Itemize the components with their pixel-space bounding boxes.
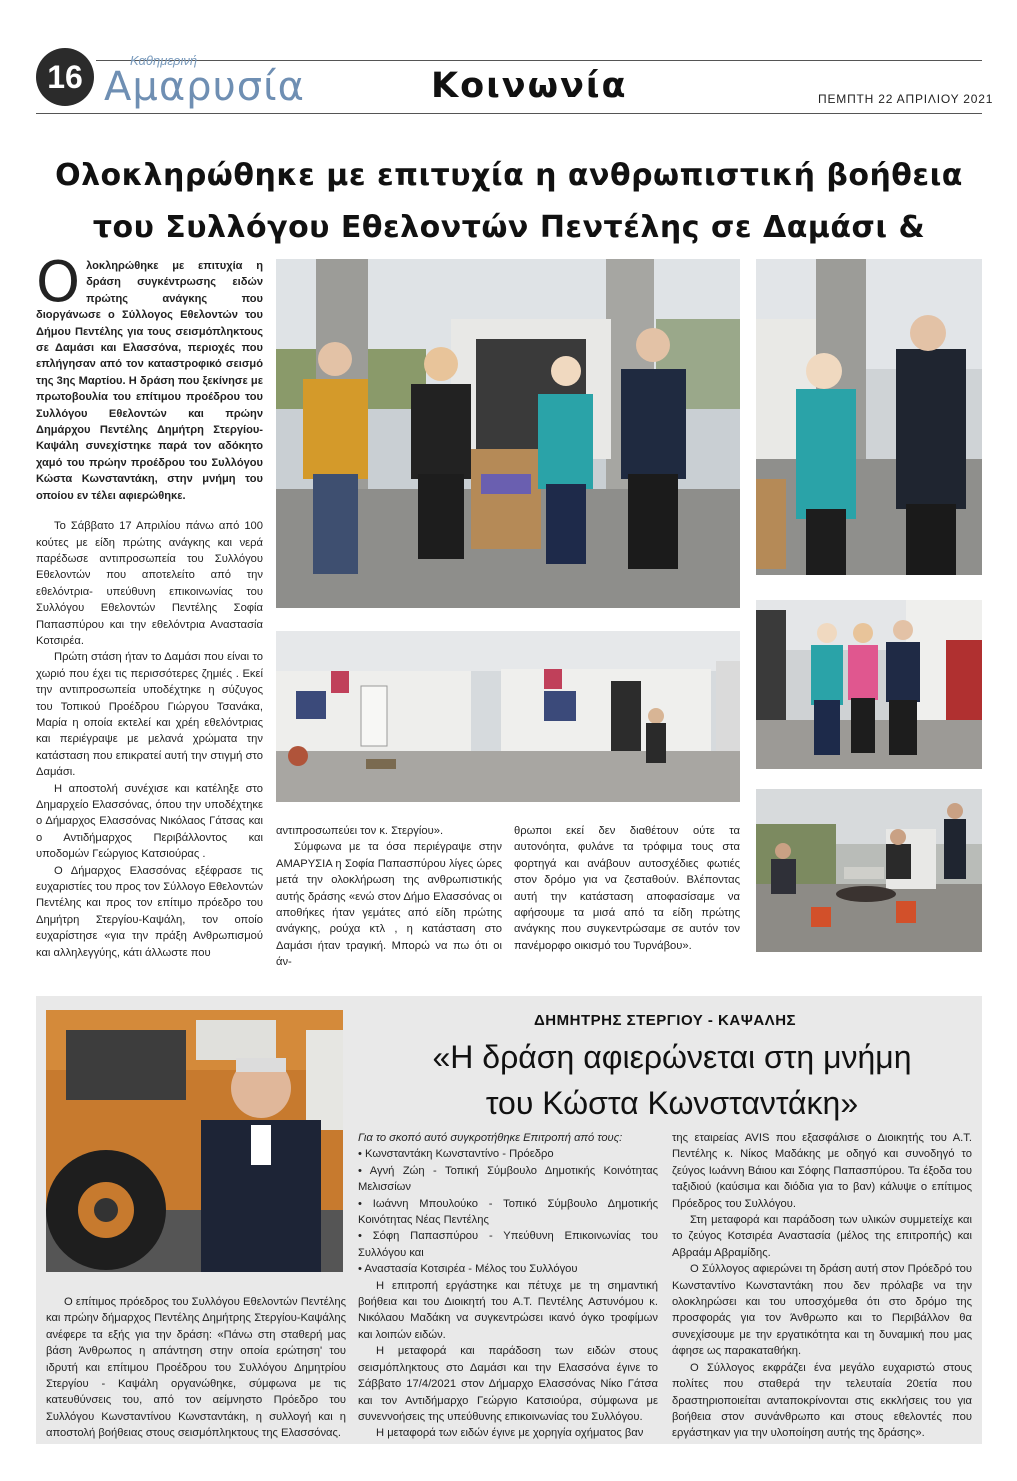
- list-item: • Αγνή Ζώη - Τοπική Σύμβουλο Δημοτικής Κοινότητας Μελισσίων: [358, 1164, 658, 1194]
- paragraph: Σύμφωνα με τα όσα περιέγραψε στην ΑΜΑΡΥΣΙΑ η Σοφία Παπασπύρου λίγες ώρες μετά την ολοκλήρωση της ανθρωπιστικής αυτής δράσης «ενώ στον Δήμο Ελασσόνας οι αποθήκες ήταν γεμάτες από είδη πρώτης ανάγκης, ρούχα κτλ , η κατάσταση στο Δαμάσι ήταν τραγική. Μπορώ να πω ότι οι άν-: [276, 841, 502, 969]
- lead-text: λοκληρώθηκε με επιτυχία η δράση συγκέντρωσης ειδών πρώτης ανάγκης που διοργάνωσε ο Σύλλογος Εθελοντών του Δήμου Πεντέλης για τους σεισμόπληκτους σε Δαμάσι και Ελασσόνα, περιοχές που επλήγησαν από τον καταστροφικό σεισμό της 3ης Μαρτίου. Η δράση που ξεκίνησε με πρωτοβουλία του επίτιμου προέδρου του Συλλόγου Εθελοντών και πρώην Δημάρχου Πεντέλης Δημήτρη Στεργίου-Καψάλη συνεχίστηκε παρά τον αδόκητο χαμό του πρώην προέδρου του Συλλόγου Κώστα Κωνσταντάκη, στην μνήμη του οποίου εν τέλει αφιερώθηκε.: [36, 260, 263, 502]
- paragraph: της εταιρείας AVIS που εξασφάλισε ο Διοικητής του Α.Τ. Πεντέλης κ. Νίκος Μαδάκης με οδηγό και συνοδηγό το ζεύγος Ιωάννη Βάιου και Σόφης Παπασπύρου. Τα έξοδα του ταξιδιού (καύσιμα και διόδια για το βαν) κάλυψε ο επίτιμος Πρόεδρος του Συλλόγου.: [672, 1132, 972, 1210]
- list-item: • Κωνσταντάκη Κωνσταντίνο - Πρόεδρο: [358, 1148, 554, 1161]
- quote-line-1: «Η δράση αφιερώνεται στη μνήμη: [432, 1039, 912, 1075]
- page-number: 16: [36, 48, 94, 106]
- header-rule-bottom: [36, 113, 982, 114]
- column-1-body: [36, 518, 263, 961]
- caption-text: Ο επίτιμος πρόεδρος του Συλλόγου Εθελοντών Πεντέλης και πρώην δήμαρχος Πεντέλης Δημήτρης Στεργίου-Καψάλης ανέφερε τα εξής για την δράση: «Πάνω στη σταθερή μας βάση Άνθρωπος η απάντηση στην οποία ερώτηση' του ιδρυτή και επίτιμου Προέδρου του Συλλόγου Δημητρίου Στεργίου - Καψάλη οργανώθηκε, σύμφωνα με τις κατευθύνσεις του, από τον αείμνηστο Πρόεδρο του Συλλόγου Κωνσταντίνου Κωνσταντάκη, η συλλογή και η αποστολή βοήθειας στους σεισμόπληκτους της Ελασσόνας.: [46, 1296, 346, 1440]
- quote-line-2: του Κώστα Κωνσταντάκη»: [485, 1085, 859, 1121]
- brand-logo: Αμαρυσία: [104, 64, 305, 110]
- photo-temporary-housing: [276, 631, 740, 802]
- committee-intro: Για το σκοπό αυτό συγκροτήθηκε Επιτροπή από τους:: [358, 1132, 623, 1144]
- issue-date: ΠΕΜΠΤΗ 22 ΑΠΡΙΛΙΟΥ 2021: [818, 92, 994, 106]
- committee-list: [358, 1146, 658, 1277]
- paragraph: Η επιτροπή εργάστηκε και πέτυχε με τη σημαντική βοήθεια και του Διοικητή του Α.Τ. Πεντέλης Αστυνόμου κ. Νικόλαου Μαδάκη να συγκεντρώσει ικανό όγκο τροφίμων και λοιπών ειδών.: [358, 1279, 658, 1341]
- photo-volunteers-group: [756, 600, 982, 769]
- interview-column-middle: [358, 1130, 658, 1442]
- section-title: Κοινωνία: [431, 66, 628, 106]
- headline-line-2: του Συλλόγου Εθελοντών Πεντέλης σε Δαμάσι &: [92, 210, 926, 245]
- interviewee-name: ΔΗΜΗΤΡΗΣ ΣΤΕΡΓΙΟΥ - ΚΑΨΑΛΗΣ: [534, 1012, 797, 1029]
- photo-volunteers-conversation: [756, 259, 982, 575]
- paragraph: Το Σάββατο 17 Απριλίου πάνω από 100 κούτες με είδη πρώτης ανάγκης και νερά παρέδωσε αντιπροσωπεία του Συλλόγου Εθελοντών που αποτελείτο από την εθελόντρια- υπεύθυνη επικοινωνίας του Συλλόγου Εθελοντών Πεντέλης Σοφία Παπασπύρου και την εθελόντρια Αναστασία Κοτσιρέα.: [36, 520, 263, 647]
- list-item: • Ιωάννη Μπουλούκο - Τοπικό Σύμβουλο Δημοτικής Κοινότητας Νέας Πεντέλης: [358, 1197, 658, 1227]
- paragraph: Η μεταφορά και παράδοση των ειδών στους σεισμόπληκτους στο Δαμάσι και την Ελασσόνα έγινε το Σάββατο 17/4/2021 στον Δήμαρχο Ελασσόνας Νίκο Γάτσα και τον Αντιδήμαρχο Γεώργιο Κατσιούρα, σύμφωνα με συνεννοήσεις της υπεύθυνης επικοινωνίας του Συλλόγου.: [358, 1345, 658, 1423]
- photo-campfire-street: [756, 789, 982, 952]
- article-column-1: [36, 250, 263, 961]
- list-item: • Σόφη Παπασπύρου - Υπεύθυνη Επικοινωνίας του Συλλόγου και: [358, 1230, 658, 1259]
- paragraph: Ο Σύλλογος εκφράζει ένα μεγάλο ευχαριστώ στους πολίτες που σταθερά την τελευταία 20ετία που δραστηριοποιείται ανταποκρίνονται στις εκκλήσεις του για βοήθεια στον συνάνθρωπο και στους εθελοντές που εργάστηκαν για την υλοποίηση αυτής της δράσης».: [672, 1361, 972, 1440]
- photo-caption-column: [46, 1294, 346, 1442]
- paragraph: Η μεταφορά των ειδών έγινε με χορηγία οχήματος βαν: [376, 1427, 644, 1440]
- article-lead: [36, 250, 263, 504]
- headline-line-1: Ολοκληρώθηκε με επιτυχία η ανθρωπιστική βοήθεια: [55, 158, 963, 193]
- photo-volunteers-van: [276, 259, 740, 608]
- paragraph: Ο Σύλλογος αφιερώνει τη δράση αυτή στον Πρόεδρό του Κωνσταντίνο Κωνσταντάκη που δεν πρόλαβε να την ολοκληρώσει και του υποσχόμεθα ότι στο δρόμο της προσφοράς για τον Άνθρωπο και το Περιβάλλον θα συνεχίσουμε με την εργατικότητα και τη δυναμική που μας άφησε ως παρακαταθήκη.: [672, 1263, 972, 1358]
- brand-tagline: Καθημερινή: [130, 53, 198, 68]
- paragraph: Η αποστολή συνέχισε και κατέληξε στο Δημαρχείο Ελασσόνας, όπου την υποδέχτηκε ο Δήμαρχος Ελασσόνας Νικόλαος Γάτσας και ο Αντιδήμαρχος Περιβάλλοντος και υποδομών Γεώργιος Κατσιούρας .: [36, 782, 263, 861]
- header-rule-top: [96, 60, 982, 61]
- interview-column-right: [672, 1130, 972, 1442]
- article-column-3: [514, 823, 740, 954]
- paragraph: θρωποι εκεί δεν διαθέτουν ούτε τα αυτονόητα, φυλάνε τα τρόφιμα τους στα φορτηγά και ανάβουν αυτοσχέδιες φωτιές στον δρόμο για να ζεσταθούν. Βλέποντας αυτή την κατάσταση αποφασίσαμε να αφήσουμε τα μισά από τα είδη πρώτης ανάγκης που συγκεντρώσαμε σε αυτόν τον πανέμορφο οικισμό του Τυρνάβου».: [514, 825, 740, 952]
- drop-cap: Ο: [36, 250, 81, 315]
- paragraph: Ο Δήμαρχος Ελασσόνας εξέφρασε τις ευχαριστίες του προς τον Σύλλογο Εθελοντών Πεντέλης και προς τον επίτιμο πρόεδρο του Δημήτρη Στεργίου-Καψάλη, τον οποίο ευχαρίστησε «για την πράξη Ανθρωπισμού και αλληλεγγύης, κάτι άλλωστε που: [36, 864, 263, 959]
- paragraph: Στη μεταφορά και παράδοση των υλικών συμμετείχε και το ζεύγος Κοτσιρέα Αναστασία (μέλος της επιτροπής) και Αβραάμ Αβραμίδης.: [672, 1214, 972, 1259]
- paragraph: αντιπροσωπεύει τον κ. Στεργίου».: [276, 825, 444, 837]
- photo-stergiou-kapsalis: [46, 1010, 343, 1272]
- interview-quote: [372, 1034, 972, 1126]
- paragraph: Πρώτη στάση ήταν το Δαμάσι που είναι το χωριό που έχει τις περισσότερες ζημιές . Εκεί την αντιπροσωπεία υποδέχτηκε η σύζυγος του Τοπικού Προέδρου Γιώργου Τσανάκα, Μαρία η οποία εκτελεί και χρέη εθελόντριας και περιέγραψε με μελανά χρώματα την κατάσταση που επικρατεί αυτή την στιγμή στο Δαμάσι.: [36, 651, 263, 779]
- article-column-2: [276, 823, 502, 971]
- list-item: • Αναστασία Κοτσιρέα - Μέλος του Συλλόγου: [358, 1263, 578, 1276]
